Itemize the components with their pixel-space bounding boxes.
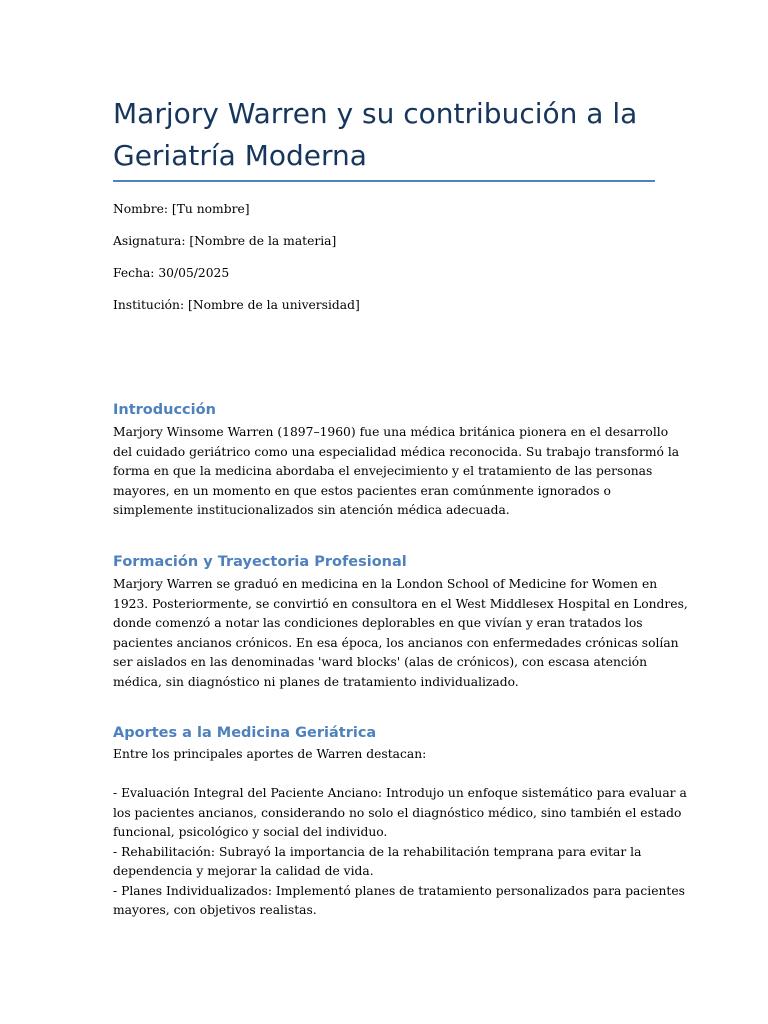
document-title: Marjory Warren y su contribución a la Geriatría Moderna [113,97,638,172]
text-line: del cuidado geriátrico como una especialidad médica reconocida. Su trabajo transformó la [113,444,680,459]
text-line: mayores, con objetivos realistas. [113,903,317,917]
text-line: dependencia y mejorar la calidad de vida. [113,864,374,878]
text-line: Entre los principales aportes de Warren destacan: [113,747,427,761]
meta-institucion: Institución: [Nombre de la universidad] [113,298,360,312]
section-heading-aportes: Aportes a la Medicina Geriátrica [113,725,377,741]
section-heading-formacion: Formación y Trayectoria Profesional [113,554,407,570]
text-line: mayores, en un momento en que estos pacientes eran comúnmente ignorados o [113,483,611,498]
section-heading-introduccion: Introducción [113,402,216,418]
list-item: - Evaluación Integral del Paciente Anciano: Introdujo un enfoque sistemático para evaluar a [113,786,687,800]
text-line: 1923. Posteriormente, se convirtió en consultora en el West Middlesex Hospital en Londres, [113,596,688,611]
text-line: ser aislados en las denominadas 'ward blocks' (alas de crónicos), con escasa atención [113,655,648,669]
text-line: pacientes ancianos crónicos. En esa época, los ancianos con enfermedades crónicas solían [113,635,679,650]
title-underline [113,180,655,182]
text-line: Marjory Warren se graduó en medicina en la London School of Medicine for Women en [113,577,658,591]
list-item: - Planes Individualizados: Implementó planes de tratamiento personalizados para pacientes [113,883,685,898]
section-body-introduccion [113,423,680,521]
meta-nombre: Nombre: [Tu nombre] [113,202,250,216]
blank-line [113,765,658,785]
text-line: forma en que la medicina abordaba el envejecimiento y el tratamiento de las personas [113,464,653,478]
meta-fecha: Fecha: 30/05/2025 [113,266,230,280]
section-body-formacion [113,575,688,692]
text-line: funcional, psicológico y social del individuo. [113,825,388,839]
text-line: médica, sin diagnóstico ni planes de tratamiento individualizado. [113,674,519,689]
text-line: los pacientes ancianos, considerando no solo el diagnóstico médico, sino también el estado [113,805,682,820]
text-line: simplemente institucionalizados sin atención médica adecuada. [113,503,510,517]
text-line: donde comenzó a notar las condiciones deplorables en que vivían y eran tratados los [113,616,643,630]
meta-asignatura: Asignatura: [Nombre de la materia] [113,234,337,248]
text-line: Marjory Winsome Warren (1897–1960) fue una médica británica pionera en el desarrollo [113,425,669,439]
list-item: - Rehabilitación: Subrayó la importancia de la rehabilitación temprana para evitar la [113,844,642,859]
section-body-aportes [113,745,687,921]
